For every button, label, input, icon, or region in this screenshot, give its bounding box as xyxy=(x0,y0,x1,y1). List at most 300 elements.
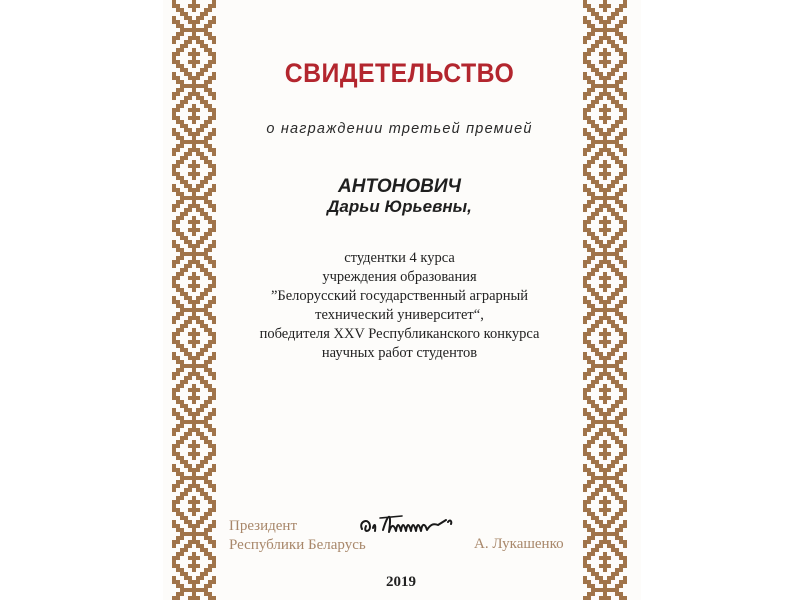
ornament-cell xyxy=(603,356,607,360)
ornament-cell xyxy=(587,416,591,420)
ornament-cell xyxy=(623,388,627,392)
ornament-cell xyxy=(180,68,184,72)
ornament-cell xyxy=(607,332,611,336)
ornament-cell xyxy=(184,264,188,268)
ornament-cell xyxy=(176,424,180,428)
ornament-cell xyxy=(196,508,200,512)
ornament-cell xyxy=(188,128,192,132)
ornament-cell xyxy=(619,440,623,444)
ornament-cell xyxy=(619,480,623,484)
ornament-cell xyxy=(192,316,196,320)
ornament-cell xyxy=(180,592,184,596)
ornament-cell xyxy=(208,416,212,420)
ornament-cell xyxy=(204,536,208,540)
ornament-cell xyxy=(172,504,176,508)
ornament-cell xyxy=(583,96,587,100)
ornament-cell xyxy=(188,372,192,376)
ornament-cell xyxy=(603,508,607,512)
ornament-cell xyxy=(623,172,627,176)
ornament-cell xyxy=(603,84,607,88)
ornament-cell xyxy=(603,484,607,488)
ornament-cell xyxy=(200,152,204,156)
ornament-cell xyxy=(208,256,212,260)
ornament-cell xyxy=(599,520,603,524)
ornament-cell xyxy=(176,360,180,364)
ornament-cell xyxy=(184,44,188,48)
ornament-cell xyxy=(615,144,619,148)
ornament-cell xyxy=(208,172,212,176)
ornament-cell xyxy=(587,120,591,124)
ornament-cell xyxy=(196,172,200,176)
ornament-cell xyxy=(200,532,204,536)
ornament-cell xyxy=(623,260,627,264)
ornament-cell xyxy=(603,144,607,148)
ornament-cell xyxy=(172,520,176,524)
ornament-cell xyxy=(623,264,627,268)
ornament-cell xyxy=(176,304,180,308)
ornament-cell xyxy=(607,524,611,528)
ornament-cell xyxy=(623,372,627,376)
ornament-cell xyxy=(192,244,196,248)
ornament-cell xyxy=(188,4,192,8)
ornament-cell xyxy=(591,232,595,236)
ornament-cell xyxy=(619,4,623,8)
ornament-cell xyxy=(184,352,188,356)
ornament-cell xyxy=(204,180,208,184)
ornament-cell xyxy=(188,484,192,488)
ornament-cell xyxy=(603,528,607,532)
ornament-cell xyxy=(615,416,619,420)
ornament-cell xyxy=(583,188,587,192)
ornament-cell xyxy=(176,508,180,512)
ornament-cell xyxy=(591,212,595,216)
ornament-cell xyxy=(615,180,619,184)
ornament-cell xyxy=(603,224,607,228)
ornament-cell xyxy=(599,252,603,256)
ornament-cell xyxy=(603,200,607,204)
ornament-cell xyxy=(196,204,200,208)
ornament-cell xyxy=(208,316,212,320)
ornament-cell xyxy=(196,520,200,524)
signer-title xyxy=(229,517,366,555)
ornament-cell xyxy=(619,132,623,136)
ornament-cell xyxy=(591,348,595,352)
ornament-cell xyxy=(583,76,587,80)
ornament-cell xyxy=(591,472,595,476)
ornament-cell xyxy=(200,184,204,188)
ornament-cell xyxy=(192,416,196,420)
ornament-cell xyxy=(603,476,607,480)
ornament-cell xyxy=(619,32,623,36)
certificate-title: СВИДЕТЕЛЬСТВО xyxy=(284,58,515,88)
ornament-cell xyxy=(192,120,196,124)
ornament-cell xyxy=(192,4,196,8)
ornament-cell xyxy=(192,360,196,364)
ornament-cell xyxy=(587,220,591,224)
ornament-cell xyxy=(184,476,188,480)
ornament-cell xyxy=(212,564,216,568)
ornament-cell xyxy=(603,360,607,364)
ornament-cell xyxy=(587,228,591,232)
ornament-cell xyxy=(615,512,619,516)
ornament-cell xyxy=(208,584,212,588)
ornament-cell xyxy=(623,392,627,396)
ornament-cell xyxy=(204,236,208,240)
ornament-cell xyxy=(212,540,216,544)
ornament-cell xyxy=(188,52,192,56)
ornament-cell xyxy=(204,268,208,272)
ornament-cell xyxy=(192,428,196,432)
ornament-cell xyxy=(587,592,591,596)
ornament-cell xyxy=(591,124,595,128)
ornament-cell xyxy=(587,300,591,304)
ornament-cell xyxy=(623,92,627,96)
ornament-cell xyxy=(607,340,611,344)
ornament-cell xyxy=(603,188,607,192)
ornament-cell xyxy=(611,320,615,324)
ornament-cell xyxy=(623,316,627,320)
ornament-cell xyxy=(180,196,184,200)
ornament-cell xyxy=(200,252,204,256)
ornament-cell xyxy=(172,316,176,320)
ornament-cell xyxy=(587,244,591,248)
ornament-cell xyxy=(172,500,176,504)
ornament-cell xyxy=(204,48,208,52)
ornament-cell xyxy=(583,576,587,580)
ornament-cell xyxy=(623,356,627,360)
ornament-cell xyxy=(188,260,192,264)
ornament-cell xyxy=(595,476,599,480)
ornament-cell xyxy=(623,204,627,208)
ornament-cell xyxy=(180,528,184,532)
ornament-cell xyxy=(188,364,192,368)
ornament-cell xyxy=(208,384,212,388)
ornament-cell xyxy=(172,508,176,512)
ornament-cell xyxy=(176,60,180,64)
ornament-cell xyxy=(192,308,196,312)
ornament-cell xyxy=(188,432,192,436)
ornament-cell xyxy=(603,588,607,592)
ornament-cell xyxy=(607,364,611,368)
ornament-cell xyxy=(192,64,196,68)
ornament-cell xyxy=(619,176,623,180)
ornament-cell xyxy=(172,352,176,356)
ornament-cell xyxy=(591,176,595,180)
ornament-cell xyxy=(176,88,180,92)
ornament-cell xyxy=(611,520,615,524)
ornament-cell xyxy=(196,184,200,188)
ornament-cell xyxy=(619,468,623,472)
ornament-cell xyxy=(607,444,611,448)
ornament-cell xyxy=(196,364,200,368)
ornament-cell xyxy=(603,468,607,472)
ornament-cell xyxy=(196,564,200,568)
ornament-cell xyxy=(615,196,619,200)
ornament-cell xyxy=(583,388,587,392)
ornament-cell xyxy=(208,484,212,488)
ornament-cell xyxy=(176,472,180,476)
ornament-cell xyxy=(172,452,176,456)
ornament-cell xyxy=(184,488,188,492)
ornament-cell xyxy=(192,356,196,360)
ornament-cell xyxy=(583,224,587,228)
ornament-cell xyxy=(599,364,603,368)
ornament-cell xyxy=(180,124,184,128)
ornament-cell xyxy=(611,12,615,16)
ornament-cell xyxy=(192,564,196,568)
ornament-cell xyxy=(619,456,623,460)
ornament-cell xyxy=(603,28,607,32)
ornament-cell xyxy=(583,508,587,512)
ornament-cell xyxy=(607,264,611,268)
ornament-cell xyxy=(603,416,607,420)
ornament-cell xyxy=(607,72,611,76)
ornament-cell xyxy=(619,512,623,516)
ornament-cell xyxy=(603,424,607,428)
ornament-cell xyxy=(192,592,196,596)
ornament-cell xyxy=(188,188,192,192)
ornament-cell xyxy=(595,240,599,244)
ornament-cell xyxy=(599,488,603,492)
ornament-cell xyxy=(615,404,619,408)
ornament-cell xyxy=(176,164,180,168)
ornament-cell xyxy=(583,228,587,232)
ornament-cell xyxy=(599,152,603,156)
ornament-cell xyxy=(188,564,192,568)
ornament-cell xyxy=(208,524,212,528)
ornament-cell xyxy=(603,228,607,232)
ornament-cell xyxy=(615,588,619,592)
ornament-cell xyxy=(607,260,611,264)
ornament-cell xyxy=(204,328,208,332)
ornament-cell xyxy=(603,80,607,84)
ornament-cell xyxy=(599,316,603,320)
ornament-cell xyxy=(208,312,212,316)
ornament-cell xyxy=(591,312,595,316)
ornament-cell xyxy=(196,72,200,76)
ornament-cell xyxy=(583,444,587,448)
ornament-cell xyxy=(200,352,204,356)
ornament-cell xyxy=(607,396,611,400)
ornament-cell xyxy=(583,392,587,396)
ornament-cell xyxy=(192,56,196,60)
ornament-cell xyxy=(212,92,216,96)
ornament-cell xyxy=(192,132,196,136)
ornament-cell xyxy=(196,300,200,304)
ornament-cell xyxy=(192,512,196,516)
ornament-cell xyxy=(607,488,611,492)
ornament-cell xyxy=(208,540,212,544)
ornament-cell xyxy=(607,40,611,44)
ornament-cell xyxy=(196,60,200,64)
ornament-cell xyxy=(204,400,208,404)
ornament-cell xyxy=(611,420,615,424)
ornament-cell xyxy=(180,180,184,184)
ornament-cell xyxy=(204,592,208,596)
ornament-cell xyxy=(212,376,216,380)
ornament-cell xyxy=(611,376,615,380)
ornament-cell xyxy=(176,24,180,28)
ornament-cell xyxy=(184,492,188,496)
ornament-cell xyxy=(587,288,591,292)
ornament-cell xyxy=(196,576,200,580)
ornament-cell xyxy=(172,340,176,344)
ornament-cell xyxy=(184,548,188,552)
ornament-cell xyxy=(180,348,184,352)
ornament-cell xyxy=(172,408,176,412)
ornament-cell xyxy=(607,388,611,392)
ornament-cell xyxy=(603,372,607,376)
ornament-cell xyxy=(172,36,176,40)
ornament-cell xyxy=(615,136,619,140)
ornament-cell xyxy=(587,284,591,288)
ornament-cell xyxy=(176,120,180,124)
ornament-cell xyxy=(619,424,623,428)
ornament-cell xyxy=(192,396,196,400)
ornament-cell xyxy=(599,36,603,40)
ornament-cell xyxy=(208,452,212,456)
ornament-cell xyxy=(607,372,611,376)
ornament-cell xyxy=(184,432,188,436)
ornament-cell xyxy=(200,492,204,496)
ornament-cell xyxy=(591,536,595,540)
ornament-cell xyxy=(176,580,180,584)
ornament-cell xyxy=(200,296,204,300)
ornament-cell xyxy=(619,416,623,420)
ornament-cell xyxy=(172,60,176,64)
ornament-cell xyxy=(188,164,192,168)
ornament-cell xyxy=(591,32,595,36)
ornament-cell xyxy=(599,52,603,56)
ornament-cell xyxy=(192,80,196,84)
ornament-cell xyxy=(595,128,599,132)
ornament-cell xyxy=(204,368,208,372)
ornament-cell xyxy=(599,196,603,200)
ornament-cell xyxy=(619,552,623,556)
ornament-cell xyxy=(188,420,192,424)
ornament-cell xyxy=(180,104,184,108)
ornament-cell xyxy=(591,364,595,368)
ornament-cell xyxy=(196,52,200,56)
ornament-cell xyxy=(208,568,212,572)
ornament-cell xyxy=(599,444,603,448)
ornament-cell xyxy=(619,400,623,404)
ornament-cell xyxy=(192,444,196,448)
ornament-cell xyxy=(591,304,595,308)
ornament-cell xyxy=(200,208,204,212)
ornament-cell xyxy=(603,32,607,36)
ornament-cell xyxy=(196,376,200,380)
ornament-cell xyxy=(192,232,196,236)
ornament-cell xyxy=(176,312,180,316)
body-line: победителя XXV Республиканского конкурса xyxy=(259,326,540,342)
ornament-cell xyxy=(196,388,200,392)
ornament-cell xyxy=(172,164,176,168)
ornament-cell xyxy=(595,420,599,424)
ornament-cell xyxy=(619,524,623,528)
ornament-cell xyxy=(192,24,196,28)
ornament-cell xyxy=(587,556,591,560)
ornament-cell xyxy=(196,92,200,96)
ornament-cell xyxy=(176,32,180,36)
ornament-cell xyxy=(176,104,180,108)
ornament-cell xyxy=(583,412,587,416)
ornament-cell xyxy=(611,464,615,468)
ornament-cell xyxy=(204,308,208,312)
ornament-cell xyxy=(623,468,627,472)
ornament-cell xyxy=(587,312,591,316)
ornament-cell xyxy=(599,220,603,224)
ornament-cell xyxy=(599,128,603,132)
ornament-cell xyxy=(607,196,611,200)
ornament-cell xyxy=(623,128,627,132)
ornament-cell xyxy=(172,280,176,284)
ornament-cell xyxy=(200,212,204,216)
ornament-cell xyxy=(599,204,603,208)
ornament-cell xyxy=(599,564,603,568)
ornament-cell xyxy=(607,36,611,40)
ornament-cell xyxy=(603,332,607,336)
ornament-cell xyxy=(188,296,192,300)
ornament-cell xyxy=(619,592,623,596)
ornament-cell xyxy=(599,500,603,504)
ornament-cell xyxy=(200,404,204,408)
ornament-cell xyxy=(184,296,188,300)
ornament-cell xyxy=(192,144,196,148)
ornament-cell xyxy=(583,500,587,504)
ornament-cell xyxy=(623,20,627,24)
ornament-cell xyxy=(603,120,607,124)
ornament-cell xyxy=(595,544,599,548)
ornament-cell xyxy=(208,388,212,392)
ornament-cell xyxy=(176,384,180,388)
ornament-cell xyxy=(192,92,196,96)
ornament-cell xyxy=(615,420,619,424)
ornament-cell xyxy=(172,388,176,392)
ornament-cell xyxy=(611,476,615,480)
ornament-cell xyxy=(196,320,200,324)
ornament-cell xyxy=(192,384,196,388)
ornament-cell xyxy=(200,240,204,244)
ornament-cell xyxy=(200,140,204,144)
ornament-cell xyxy=(603,248,607,252)
ornament-cell xyxy=(192,84,196,88)
ornament-cell xyxy=(200,576,204,580)
ornament-cell xyxy=(619,164,623,168)
ornament-cell xyxy=(607,508,611,512)
ornament-cell xyxy=(176,92,180,96)
ornament-cell xyxy=(176,248,180,252)
ornament-cell xyxy=(184,364,188,368)
ornament-cell xyxy=(619,332,623,336)
ornament-cell xyxy=(180,400,184,404)
ornament-cell xyxy=(176,192,180,196)
ornament-cell xyxy=(192,496,196,500)
ornament-cell xyxy=(192,560,196,564)
ornament-cell xyxy=(603,136,607,140)
ornament-cell xyxy=(176,244,180,248)
ornament-cell xyxy=(208,88,212,92)
ornament-cell xyxy=(611,236,615,240)
ornament-cell xyxy=(599,264,603,268)
ornament-cell xyxy=(591,492,595,496)
ornament-cell xyxy=(200,16,204,20)
ornament-cell xyxy=(200,28,204,32)
ornament-cell xyxy=(196,296,200,300)
ornament-cell xyxy=(623,576,627,580)
ornament-cell xyxy=(172,396,176,400)
ornament-cell xyxy=(180,144,184,148)
